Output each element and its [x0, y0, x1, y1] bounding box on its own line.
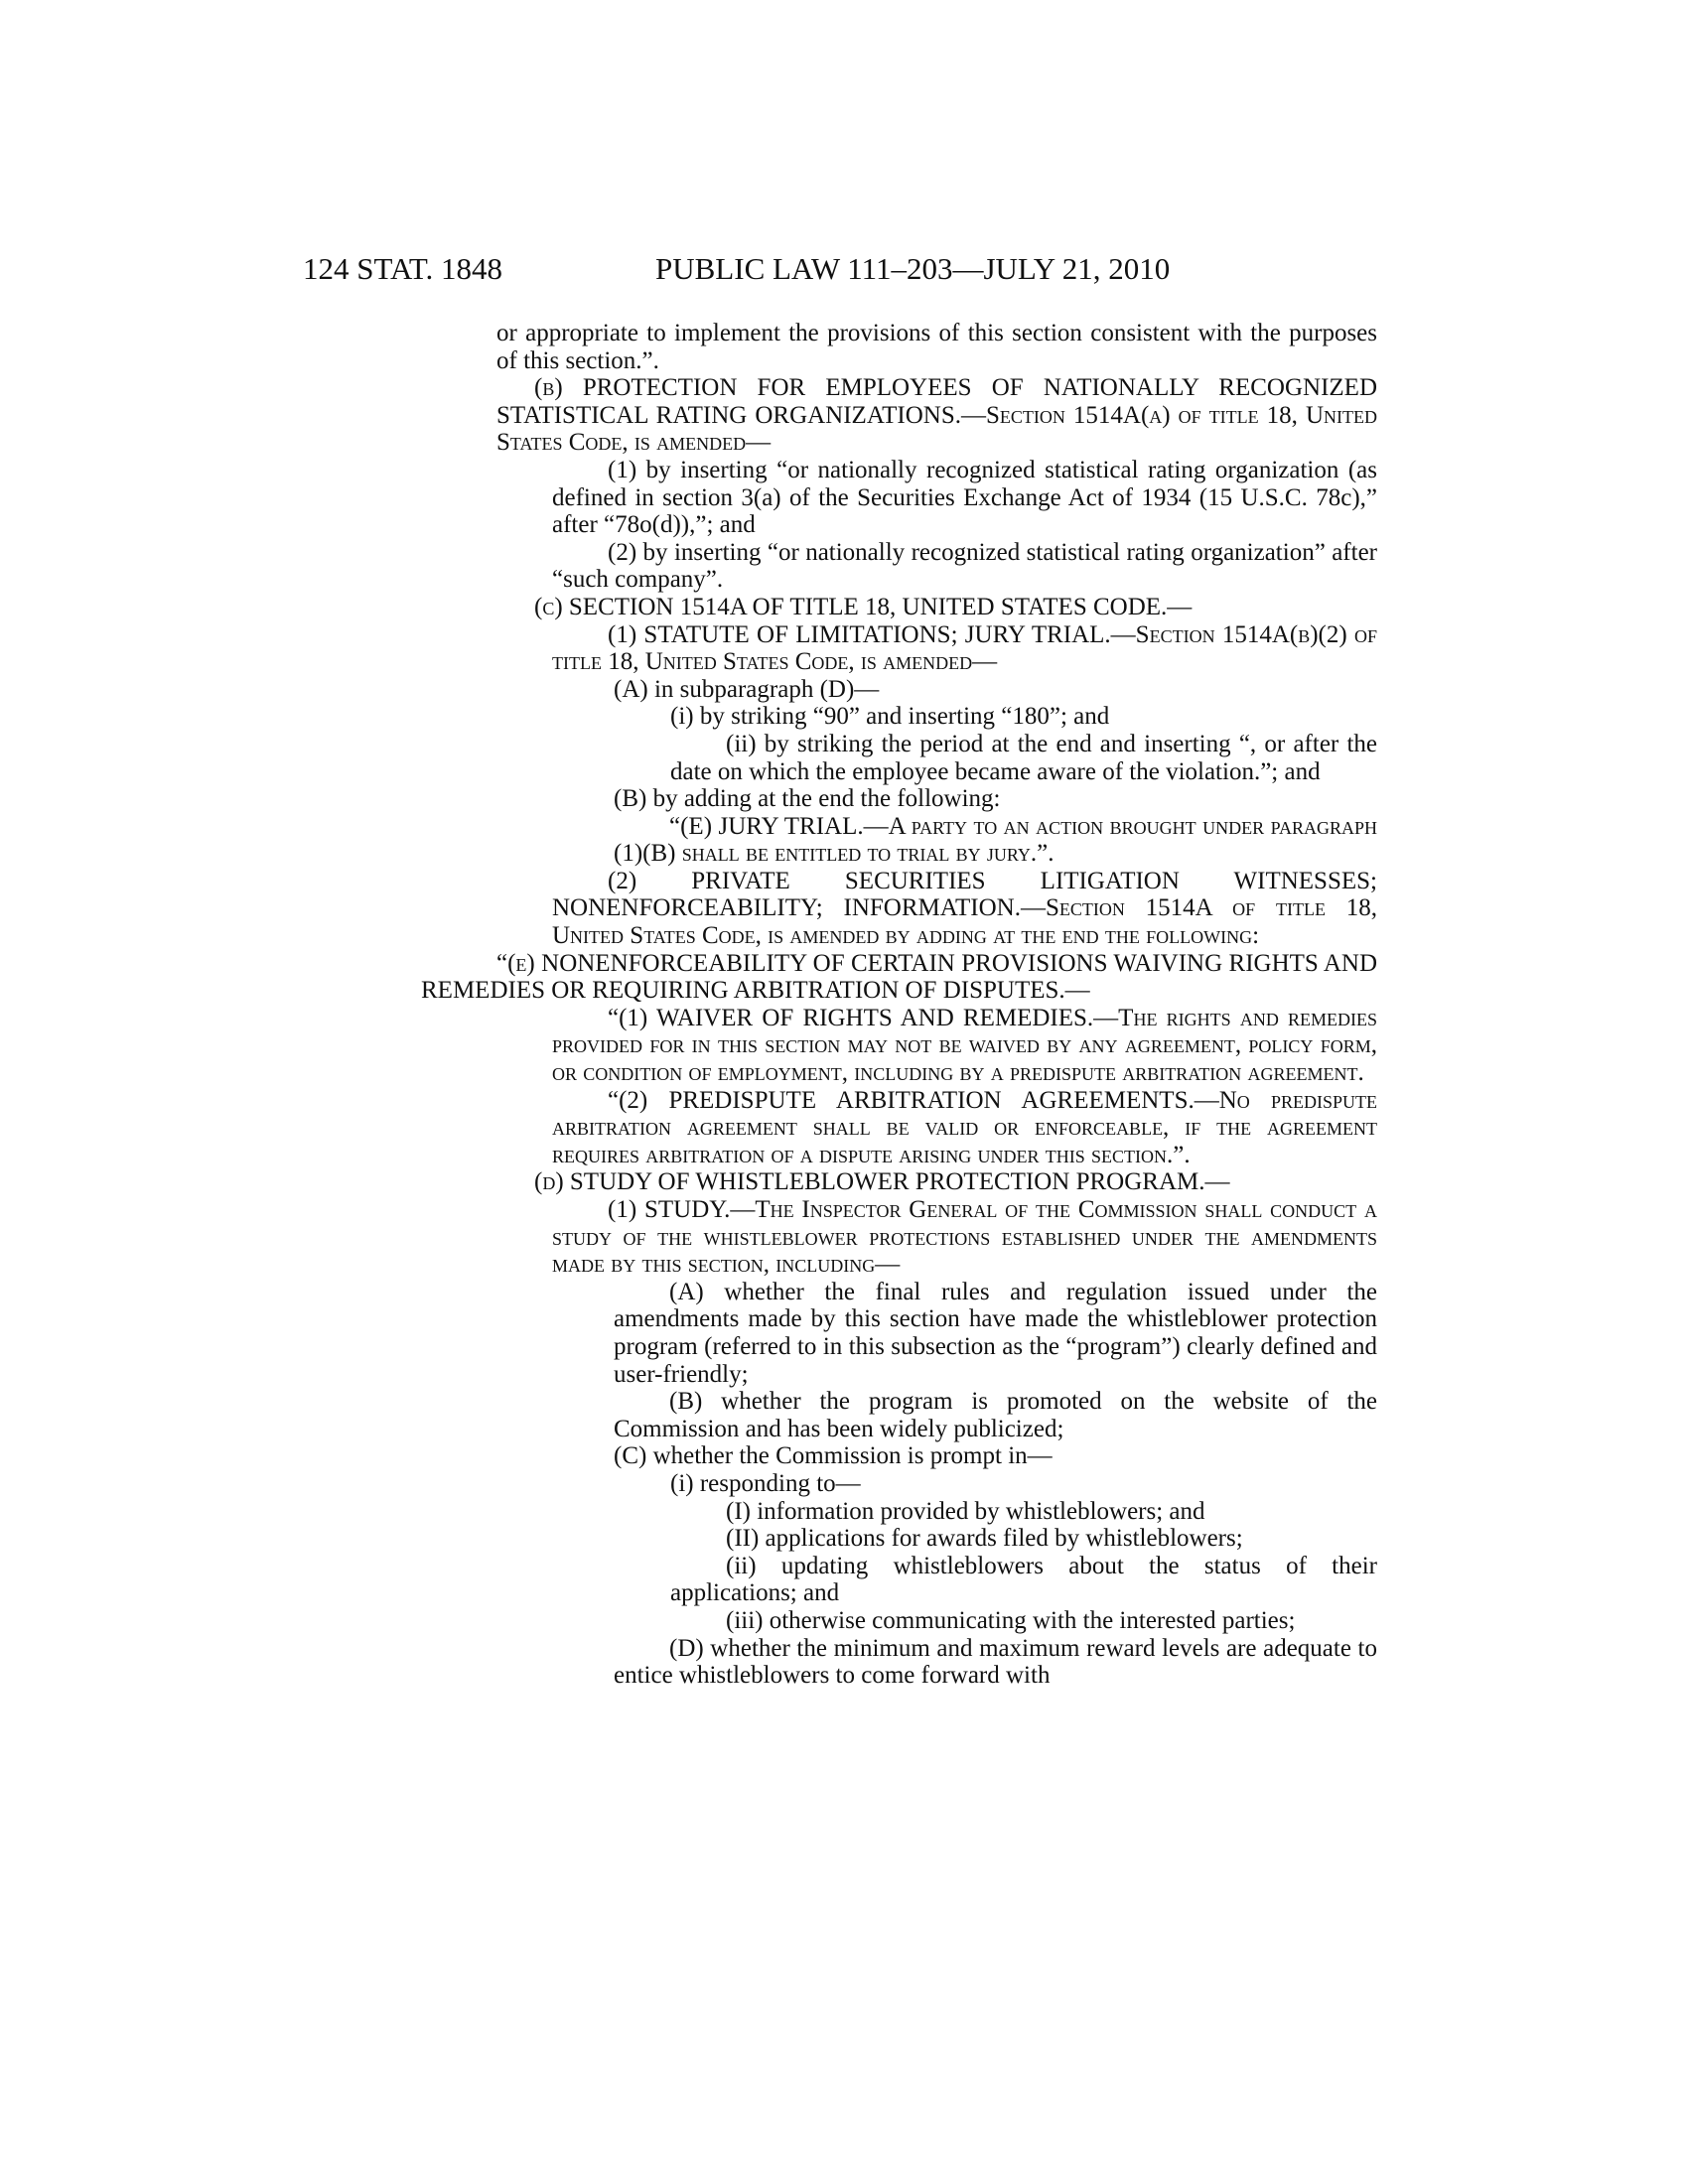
subsection-b-text: (b) PROTECTION FOR EMPLOYEES OF NATIONALLY RECOGNIZED STATISTICAL RATING ORGANIZATIONS.—Section 1514A(a) of title 18, United States Code, is amended— [496, 374, 1377, 457]
subsection-e-heading-text: “(e) NONENFORCEABILITY OF CERTAIN PROVISIONS WAIVING RIGHTS AND REMEDIES OR REQUIRING ARBITRATION OF DISPUTES.— [421, 949, 1377, 1005]
subclause-d-1-c-i-II: (II) applications for awards filed by whistleblowers; [726, 1525, 1243, 1553]
clause-d-1-c-iii: (iii) otherwise communicating with the interested parties; [726, 1606, 1296, 1634]
paragraph-c-2-text: (2) PRIVATE SECURITIES LITIGATION WITNESSES; NONENFORCEABILITY; INFORMATION.—Section 1514A of title 18, United States Code, is amended by adding at the end the following: [552, 867, 1377, 950]
paragraph-b-1: (1) by inserting “or nationally recognized statistical rating organization (as defined in section 3(a) of the Securities Exchange Act of 1934 (15 U.S.C. 78c),” after “78o(d)),”; and [552, 456, 1377, 539]
paragraph-b-2: (2) by inserting “or nationally recognized statistical rating organization” after “such company”. [552, 538, 1377, 594]
clause-d-1-c-ii: (ii) updating whistleblowers about the status of their applications; and [670, 1552, 1377, 1607]
paragraph-e-1 [496, 1005, 1377, 1087]
paragraph-c-1-text: (1) STATUTE OF LIMITATIONS; JURY TRIAL.—Section 1514A(b)(2) of title 18, United States Code, is amended— [552, 620, 1377, 676]
subparagraph-d-1-a: (A) whether the final rules and regulation issued under the amendments made by this section have made the whistleblower protection program (referred to in this subsection as the “program”) clearly defined and user-friendly; [614, 1278, 1377, 1388]
paragraph-d-1 [496, 1196, 1377, 1279]
statute-citation: 124 STAT. 1848 [303, 251, 503, 286]
clause-c-1-a-i: (i) by striking “90” and inserting “180”; and [670, 703, 1110, 731]
paragraph-c-1 [496, 621, 1377, 676]
subparagraph-d-1-d: (D) whether the minimum and maximum reward levels are adequate to entice whistleblowers to come forward with [614, 1634, 1377, 1690]
subsection-e-heading [421, 950, 1377, 1005]
subsection-b [496, 374, 1377, 457]
subparagraph-d-1-b: (B) whether the program is promoted on the website of the Commission and has been widely publicized; [614, 1388, 1377, 1442]
public-law-title: PUBLIC LAW 111–203—JULY 21, 2010 [655, 251, 1171, 286]
paragraph-e-2-text: “(2) PREDISPUTE ARBITRATION AGREEMENTS.—No predispute arbitration agreement shall be valid or enforceable, if the agreement requires arbitration of a dispute arising under this section.”. [552, 1086, 1377, 1168]
paragraph-continuation: or appropriate to implement the provisions of this section consistent with the purposes of this section.”. [496, 320, 1377, 374]
paragraph-d-1-text: (1) STUDY.—The Inspector General of the Commission shall conduct a study of the whistleblower protections established under the amendments made by this section, including— [552, 1196, 1377, 1279]
subparagraph-e-jury-trial [496, 813, 1377, 868]
subsection-d-heading [496, 1168, 1377, 1196]
running-head [303, 249, 1385, 289]
subsection-d-heading-text: (d) STUDY OF WHISTLEBLOWER PROTECTION PROGRAM.— [534, 1168, 1230, 1196]
subparagraph-c-1-b: (B) by adding at the end the following: [614, 785, 1001, 813]
body-text [421, 320, 1377, 1690]
paragraph-e-2 [496, 1087, 1377, 1169]
paragraph-e-1-text: “(1) WAIVER OF RIGHTS AND REMEDIES.—The rights and remedies provided for in this section may not be waived by any agreement, policy form, or condition of employment, including by a predispute arbitration agreement. [552, 1004, 1377, 1087]
clause-c-1-a-ii: (ii) by striking the period at the end and inserting “, or after the date on which the employee became aware of the violation.”; and [670, 730, 1377, 785]
subparagraph-e-jury-trial-text: “(E) JURY TRIAL.—A party to an action brought under paragraph (1)(B) shall be entitled to trial by jury.”. [614, 812, 1377, 868]
clause-d-1-c-i: (i) responding to— [670, 1469, 861, 1497]
subparagraph-d-1-c: (C) whether the Commission is prompt in— [614, 1442, 1053, 1470]
subsection-c-heading [496, 594, 1377, 621]
paragraph-c-2 [496, 868, 1377, 950]
subclause-d-1-c-i-I: (I) information provided by whistleblowers; and [726, 1497, 1205, 1525]
subparagraph-c-1-a: (A) in subparagraph (D)— [614, 675, 880, 703]
subsection-c-heading-text: (c) SECTION 1514A OF TITLE 18, UNITED STATES CODE.— [534, 593, 1193, 620]
